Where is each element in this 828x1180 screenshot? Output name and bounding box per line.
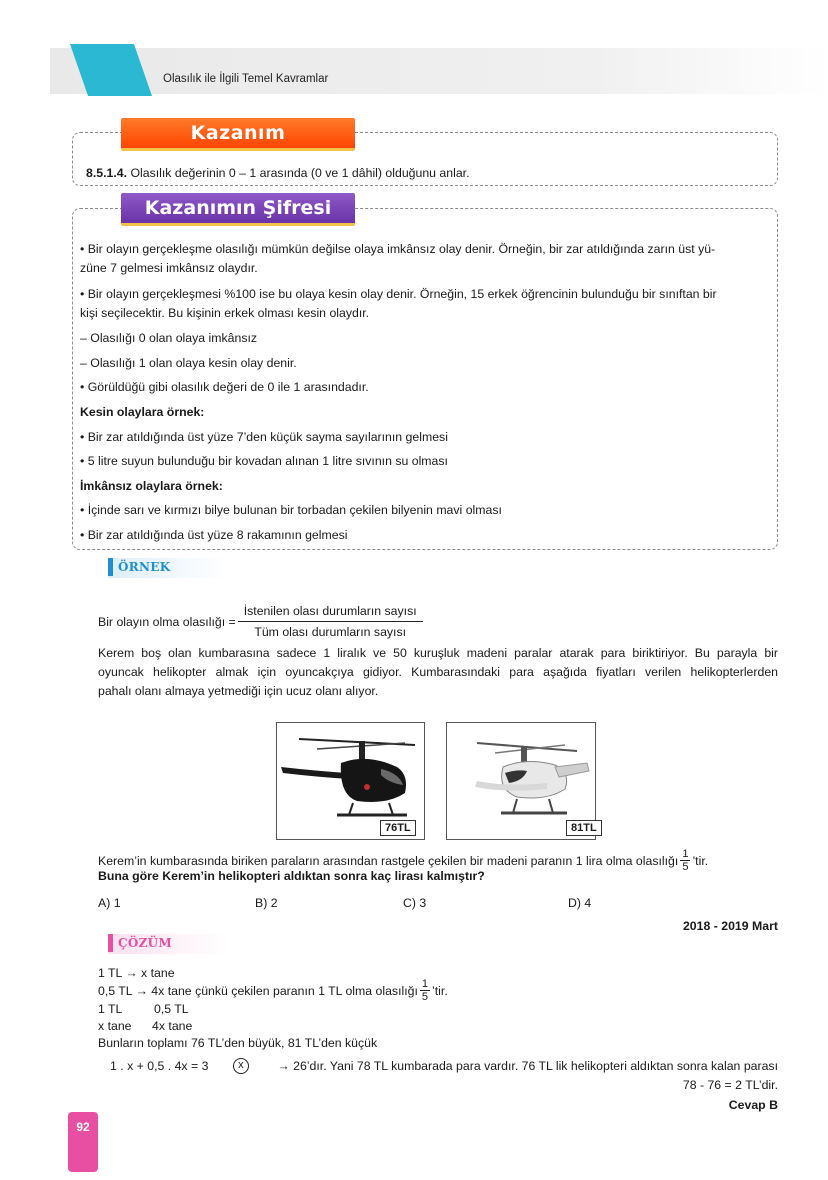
- cozum-label-marker: [108, 934, 113, 952]
- solution-line-7: 78 - 76 = 2 TL’dir.: [682, 1078, 778, 1092]
- solution-line-6-pre: 1 . x + 0,5 . 4x = 3: [110, 1059, 209, 1073]
- page-number: 92: [68, 1112, 98, 1172]
- kazanim-description: Olasılık değerinin 0 – 1 arasında (0 ve 1 dâhil) olduğunu anlar.: [130, 166, 470, 180]
- sifre-paragraph-1b: züne 7 gelmesi imkânsız olaydır.: [80, 261, 258, 275]
- solution-fraction-num: 1: [421, 978, 429, 990]
- kesin-example-1: • Bir zar atıldığında üst yüze 7’den küçük sayma sayılarının gelmesi: [80, 430, 448, 444]
- sifre-paragraph-2b: kişi seçilecektir. Bu kişinin erkek olması kesin olaydır.: [80, 306, 370, 320]
- solution-line-6: [110, 1057, 778, 1075]
- question-bold: Buna göre Kerem’in helikopteri aldıktan sonra kaç lirası kalmıştır?: [98, 869, 485, 883]
- formula-fraction: [238, 602, 423, 641]
- story-line-2: oyuncak helikopter almak için oyuncakçıya gidiyor. Kumbarasındaki para aşağıda fiyatları verilen helikopterlerden: [98, 665, 778, 679]
- story-line-3: pahalı olanı almaya yetmediği için ucuz olanı alıyor.: [98, 684, 379, 698]
- probability-formula: [98, 602, 425, 641]
- option-a: A) 1: [98, 896, 121, 910]
- sifre-paragraph-4: – Olasılığı 1 olan olaya kesin olay denir.: [80, 356, 297, 370]
- circled-x: x: [233, 1058, 249, 1074]
- kesin-example-2: • 5 litre suyun bulunduğu bir kovadan alınan 1 litre sıvının su olması: [80, 454, 448, 468]
- solution-line-2-pre: 0,5 TL → 4x tane çünkü çekilen paranın 1 TL olma olasılığı: [98, 983, 418, 998]
- imkansiz-example-2: • Bir zar atıldığında üst yüze 8 rakamının gelmesi: [80, 528, 348, 542]
- helicopter-2-price: 81TL: [566, 820, 602, 836]
- solution-line-3b: 0,5 TL: [154, 1002, 189, 1016]
- sifre-paragraph-1a: • Bir olayın gerçekleşme olasılığı mümkün değilse olaya imkânsız olay denir. Örneğin, bir zar atıldığında zarın üst yü-: [80, 242, 716, 256]
- question-source: 2018 - 2019 Mart: [682, 919, 778, 933]
- solution-fraction-den: 5: [421, 991, 429, 1003]
- sifre-paragraph-5: • Görüldüğü gibi olasılık değeri de 0 ile 1 arasındadır.: [80, 380, 369, 394]
- helicopter-1-price: 76TL: [380, 820, 416, 836]
- formula-numerator: İstenilen olası durumların sayısı: [238, 602, 423, 622]
- sifre-paragraph-3: – Olasılığı 0 olan olaya imkânsız: [80, 331, 258, 345]
- kazanim-text: [86, 164, 470, 182]
- solution-line-5: Bunların toplamı 76 TL’den büyük, 81 TL’den küçük: [98, 1036, 378, 1050]
- page-title: Olasılık ile İlgili Temel Kavramlar: [163, 73, 329, 85]
- imkansiz-example-1: • İçinde sarı ve kırmızı bilye bulunan bir torbadan çekilen bilyenin mavi olması: [80, 503, 502, 517]
- option-d: D) 4: [568, 896, 592, 910]
- solution-line-6-post: → 26’dır. Yani 78 TL kumbarada para vardır. 76 TL lik helikopteri aldıktan sonra kalan parası: [277, 1059, 778, 1073]
- cozum-label: ÇÖZÜM: [118, 936, 173, 950]
- option-b: B) 2: [255, 896, 278, 910]
- ornek-label: ÖRNEK: [118, 560, 171, 574]
- question-post: ’tir.: [692, 853, 709, 868]
- solution-line-2: [98, 978, 448, 1003]
- solution-line-4b: 4x tane: [152, 1019, 193, 1033]
- ornek-label-marker: [108, 558, 113, 576]
- solution-line-2-post: ’tir.: [432, 983, 448, 998]
- kesin-heading: Kesin olaylara örnek:: [80, 405, 205, 419]
- solution-line-1: 1 TL → x tane: [98, 966, 175, 980]
- solution-fraction: [420, 978, 430, 1003]
- question-fraction: [680, 848, 690, 873]
- question-pre: Kerem’in kumbarasında biriken paraların arasından rastgele çekilen bir madeni paranın 1 lira olma olasılığı: [98, 853, 679, 868]
- answer-label: Cevap B: [728, 1098, 778, 1112]
- sifre-banner: Kazanımın Şifresi: [121, 193, 355, 226]
- kazanim-banner: Kazanım: [121, 118, 355, 151]
- imkansiz-heading: İmkânsız olaylara örnek:: [80, 479, 223, 493]
- formula-lhs: Bir olayın olma olasılığı =: [98, 614, 236, 629]
- formula-denominator: Tüm olası durumların sayısı: [254, 625, 407, 639]
- sifre-paragraph-2a: • Bir olayın gerçekleşmesi %100 ise bu olaya kesin olay denir. Örneğin, 15 erkek öğrencinin bulunduğu bir sınıftan bir: [80, 287, 717, 301]
- question-fraction-den: 5: [682, 861, 689, 873]
- solution-line-3a: 1 TL: [98, 1002, 123, 1016]
- option-c: C) 3: [403, 896, 427, 910]
- header-band: [50, 48, 828, 94]
- kazanim-code: 8.5.1.4.: [86, 166, 128, 180]
- story-line-1: Kerem boş olan kumbarasına sadece 1 liralık ve 50 kuruşluk madeni paralar atarak para biriktiriyor. Bu parayla bir: [98, 646, 778, 660]
- question-fraction-num: 1: [682, 848, 689, 860]
- solution-line-4a: x tane: [98, 1019, 132, 1033]
